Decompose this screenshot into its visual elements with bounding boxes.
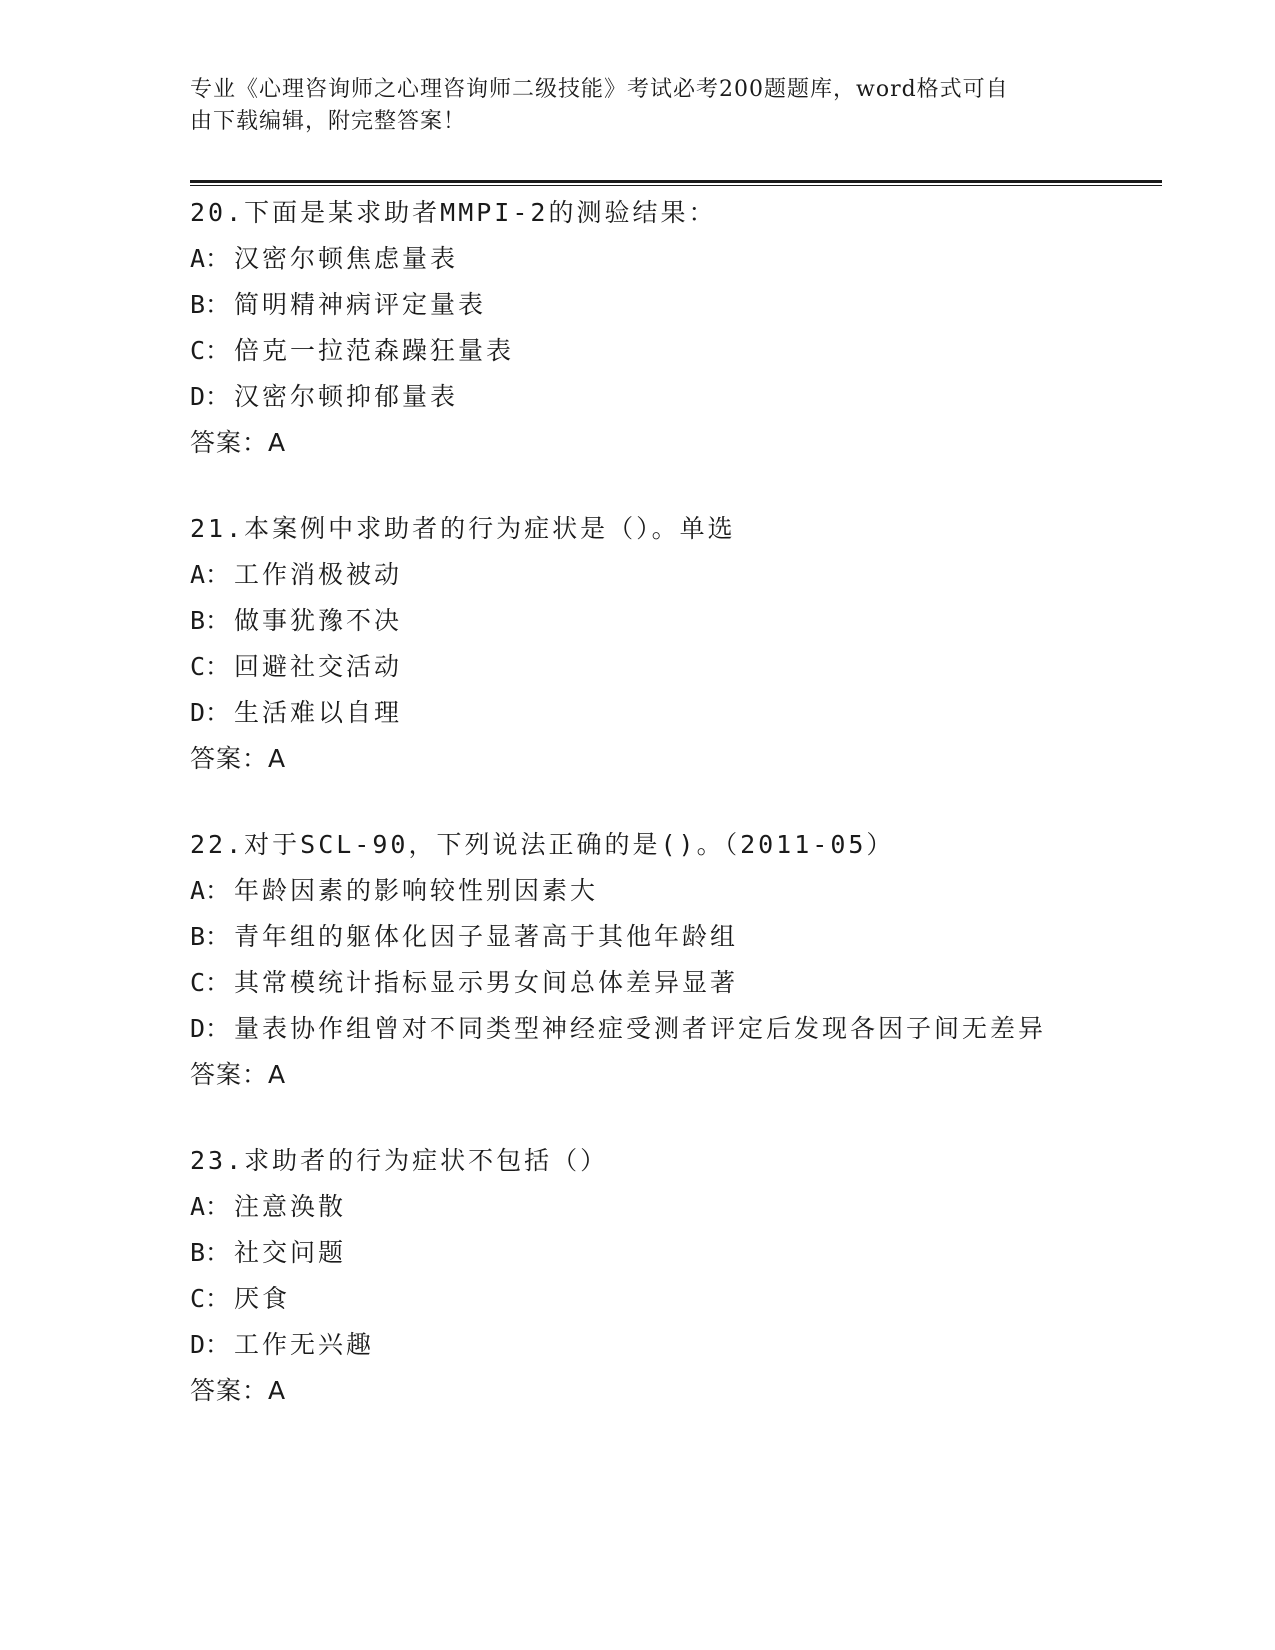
option-b xyxy=(190,598,1170,644)
question-stem: 22.对于SCL-90，下列说法正确的是()。（2011-05） xyxy=(190,830,895,859)
question-stem: 20.下面是某求助者MMPI-2的测验结果： xyxy=(190,198,717,227)
option-prefix: C： xyxy=(190,652,231,681)
question-22 xyxy=(190,822,1170,1098)
question-20 xyxy=(190,190,1170,466)
question-23 xyxy=(190,1138,1170,1414)
question-stem: 21.本案例中求助者的行为症状是（）。单选 xyxy=(190,514,736,543)
answer: 答案：A xyxy=(190,744,287,773)
option-prefix: D： xyxy=(190,1330,231,1359)
header-divider-thin xyxy=(190,185,1162,186)
option-prefix: A： xyxy=(190,560,231,589)
option-a xyxy=(190,868,1170,914)
option-text: 回避社交活动 xyxy=(234,652,403,681)
option-prefix: D： xyxy=(190,1014,231,1043)
option-text: 注意涣散 xyxy=(234,1192,347,1221)
option-prefix: D： xyxy=(190,382,231,411)
option-prefix: C： xyxy=(190,336,231,365)
document-header xyxy=(190,74,1090,138)
option-b xyxy=(190,282,1170,328)
option-c xyxy=(190,328,1170,374)
option-d xyxy=(190,1006,1170,1052)
option-text: 工作无兴趣 xyxy=(234,1330,375,1359)
option-text: 其常模统计指标显示男女间总体差异显著 xyxy=(234,968,739,997)
option-prefix: A： xyxy=(190,1192,231,1221)
option-text: 汉密尔顿抑郁量表 xyxy=(234,382,459,411)
option-prefix: C： xyxy=(190,968,231,997)
option-text: 工作消极被动 xyxy=(234,560,403,589)
option-c xyxy=(190,1276,1170,1322)
question-stem: 23.求助者的行为症状不包括（） xyxy=(190,1146,609,1175)
option-d xyxy=(190,374,1170,420)
option-text: 汉密尔顿焦虑量表 xyxy=(234,244,459,273)
question-21 xyxy=(190,506,1170,782)
header-divider-thick xyxy=(190,180,1162,183)
option-d xyxy=(190,1322,1170,1368)
answer: 答案：A xyxy=(190,428,287,457)
option-c xyxy=(190,960,1170,1006)
option-text: 厌食 xyxy=(234,1284,291,1313)
answer: 答案：A xyxy=(190,1060,287,1089)
option-text: 生活难以自理 xyxy=(234,698,403,727)
option-c xyxy=(190,644,1170,690)
option-text: 社交问题 xyxy=(234,1238,347,1267)
answer: 答案：A xyxy=(190,1376,287,1405)
option-text: 做事犹豫不决 xyxy=(234,606,403,635)
header-line-1: 专业《心理咨询师之心理咨询师二级技能》考试必考200题题库，word格式可自 xyxy=(190,77,1009,102)
option-text: 量表协作组曾对不同类型神经症受测者评定后发现各因子间无差异 xyxy=(234,1014,1047,1043)
option-prefix: C： xyxy=(190,1284,231,1313)
option-text: 年龄因素的影响较性别因素大 xyxy=(234,876,599,905)
option-prefix: A： xyxy=(190,876,231,905)
option-prefix: B： xyxy=(190,1238,231,1267)
option-prefix: B： xyxy=(190,290,231,319)
option-a xyxy=(190,552,1170,598)
header-line-2: 由下载编辑，附完整答案！ xyxy=(190,109,467,134)
option-prefix: B： xyxy=(190,606,231,635)
option-prefix: B： xyxy=(190,922,231,951)
option-d xyxy=(190,690,1170,736)
question-list xyxy=(190,190,1170,1454)
option-b xyxy=(190,914,1170,960)
option-prefix: D： xyxy=(190,698,231,727)
option-prefix: A： xyxy=(190,244,231,273)
option-text: 简明精神病评定量表 xyxy=(234,290,487,319)
option-text: 倍克一拉范森躁狂量表 xyxy=(234,336,515,365)
option-b xyxy=(190,1230,1170,1276)
option-text: 青年组的躯体化因子显著高于其他年龄组 xyxy=(234,922,739,951)
option-a xyxy=(190,1184,1170,1230)
option-a xyxy=(190,236,1170,282)
